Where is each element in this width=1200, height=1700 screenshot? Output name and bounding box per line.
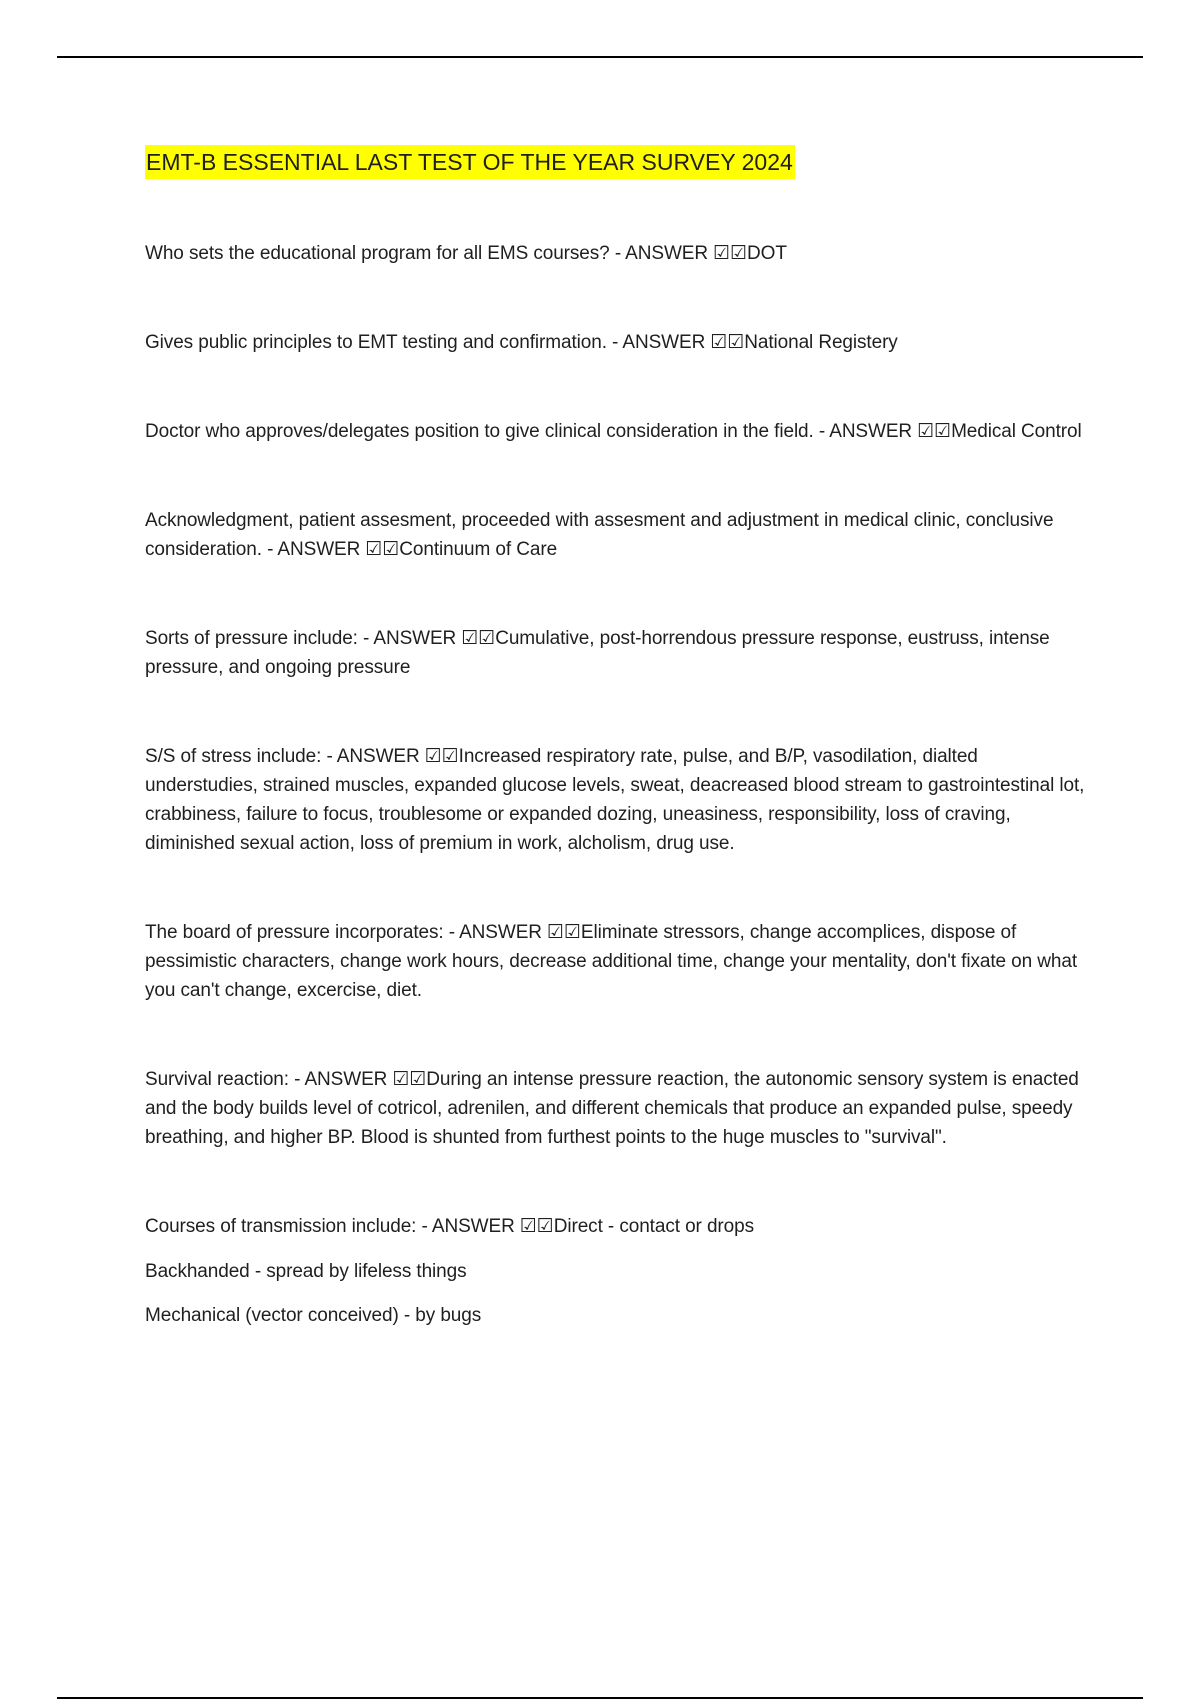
qa-item-9-line-2: Backhanded - spread by lifeless things bbox=[145, 1261, 467, 1282]
qa-item-9-line-3: Mechanical (vector conceived) - by bugs bbox=[145, 1305, 482, 1326]
qa-item-5: Sorts of pressure include: - ANSWER ☑☑Cumulative, post-horrendous pressure response, eustruss, intense pressure, and ongoing pressure bbox=[145, 628, 1050, 678]
qa-item-9: Courses of transmission include: - ANSWER ☑☑Direct - contact or drops bbox=[145, 1216, 754, 1237]
footer-rule bbox=[57, 1697, 1143, 1699]
qa-item-3: Doctor who approves/delegates position to give clinical consideration in the field. - ANSWER ☑☑Medical Control bbox=[145, 421, 1082, 442]
qa-item-7: The board of pressure incorporates: - ANSWER ☑☑Eliminate stressors, change accomplices, dispose of pessimistic characters, change work hours, decrease additional time, change your mentality, don't fixate on what you can't change, excercise, diet. bbox=[145, 922, 1078, 1001]
qa-item-2: Gives public principles to EMT testing and confirmation. - ANSWER ☑☑National Registery bbox=[145, 332, 898, 353]
qa-item-4: Acknowledgment, patient assesment, proceeded with assesment and adjustment in medical clinic, conclusive consideration. - ANSWER ☑☑Continuum of Care bbox=[145, 510, 1054, 560]
qa-item-6: S/S of stress include: - ANSWER ☑☑Increased respiratory rate, pulse, and B/P, vasodilation, dialted understudies, strained muscles, expanded glucose levels, sweat, deacreased blood stream to gastrointestinal lot, crabbiness, failure to focus, troublesome or expanded dozing, uneasiness, responsibility, loss of craving, diminished sexual action, loss of premium in work, alcholism, drug use. bbox=[145, 746, 1085, 854]
qa-item-1: Who sets the educational program for all EMS courses? - ANSWER ☑☑DOT bbox=[145, 243, 787, 264]
qa-item-8: Survival reaction: - ANSWER ☑☑During an intense pressure reaction, the autonomic sensory system is enacted and the body builds level of cotricol, adrenilen, and different chemicals that produce an expanded pulse, speedy breathing, and higher BP. Blood is shunted from furthest points to the huge muscles to "survival". bbox=[145, 1069, 1079, 1148]
document-title: EMT-B ESSENTIAL LAST TEST OF THE YEAR SURVEY 2024 bbox=[145, 145, 795, 179]
document-body bbox=[145, 145, 1095, 1330]
header-rule bbox=[57, 56, 1143, 58]
